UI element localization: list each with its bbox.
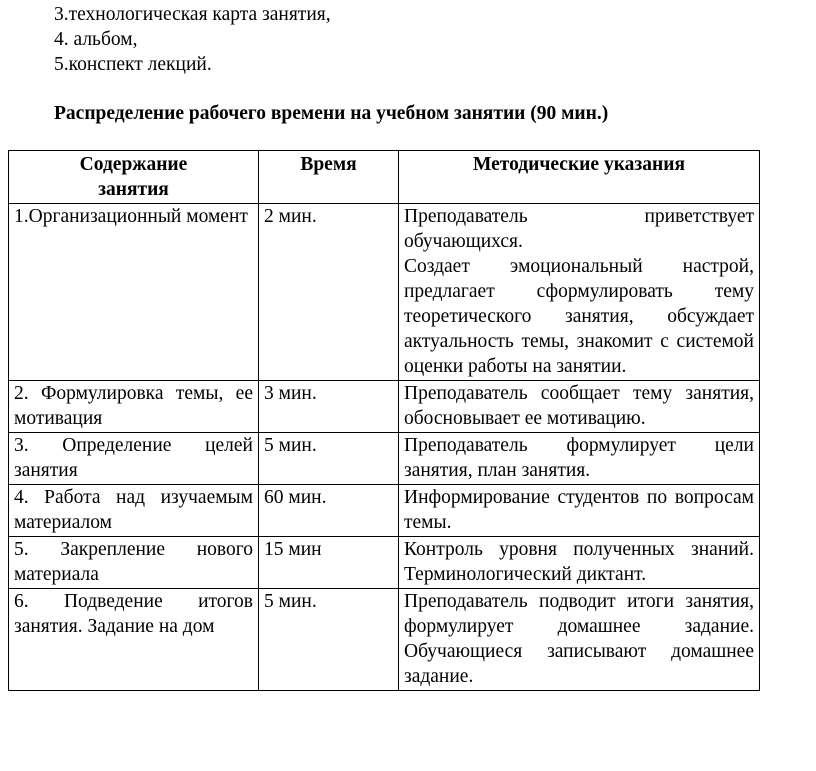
table-row [9,537,760,589]
materials-list [54,2,331,77]
row-guidance: Информирование студентов по вопросам темы. [399,485,760,537]
row-content: 6. Подведение итогов занятия. Задание на дом [9,589,259,691]
row-time: 5 мин. [259,589,399,691]
row-content: 3. Определение целей занятия [9,433,259,485]
row-time: 3 мин. [259,381,399,433]
column-header-guidance: Методические указания [399,151,760,204]
section-heading: Распределение рабочего времени на учебном занятии (90 мин.) [54,103,609,124]
table-row [9,381,760,433]
column-header-time: Время [259,151,399,204]
time-distribution-table [8,150,760,691]
column-header-content: Содержание занятия [9,151,259,204]
table-header-row [9,151,760,204]
row-content: 1.Организационный момент [9,204,259,381]
row-content: 5. Закрепление нового материала [9,537,259,589]
table-row [9,485,760,537]
list-item: 3.технологическая карта занятия, [54,4,331,25]
list-item: 5.конспект лекций. [54,54,212,75]
row-guidance [399,204,760,381]
list-item: 4. альбом, [54,29,138,50]
table-row [9,433,760,485]
row-content: 2. Формулировка темы, ее мотивация [9,381,259,433]
row-time: 15 мин [259,537,399,589]
row-time: 5 мин. [259,433,399,485]
row-time: 60 мин. [259,485,399,537]
row-content: 4. Работа над изучаемым материалом [9,485,259,537]
row-time: 2 мин. [259,204,399,381]
row-guidance: Преподаватель сообщает тему занятия, обосновывает ее мотивацию. [399,381,760,433]
row-guidance: Преподаватель подводит итоги занятия, формулирует домашнее задание. Обучающиеся записывают домашнее задание. [399,589,760,691]
table-row [9,589,760,691]
row-guidance-extra: Создает эмоциональный настрой, предлагает сформулировать тему теоретического занятия, обсуждает актуальность темы, знакомит с системой оценки работы на занятии. [404,256,754,377]
table-row [9,204,760,381]
row-guidance: Преподаватель формулирует цели занятия, план занятия. [399,433,760,485]
row-guidance: Контроль уровня полученных знаний. Терминологический диктант. [399,537,760,589]
row-guidance-text: Преподаватель приветствует обучающихся. [404,206,754,252]
